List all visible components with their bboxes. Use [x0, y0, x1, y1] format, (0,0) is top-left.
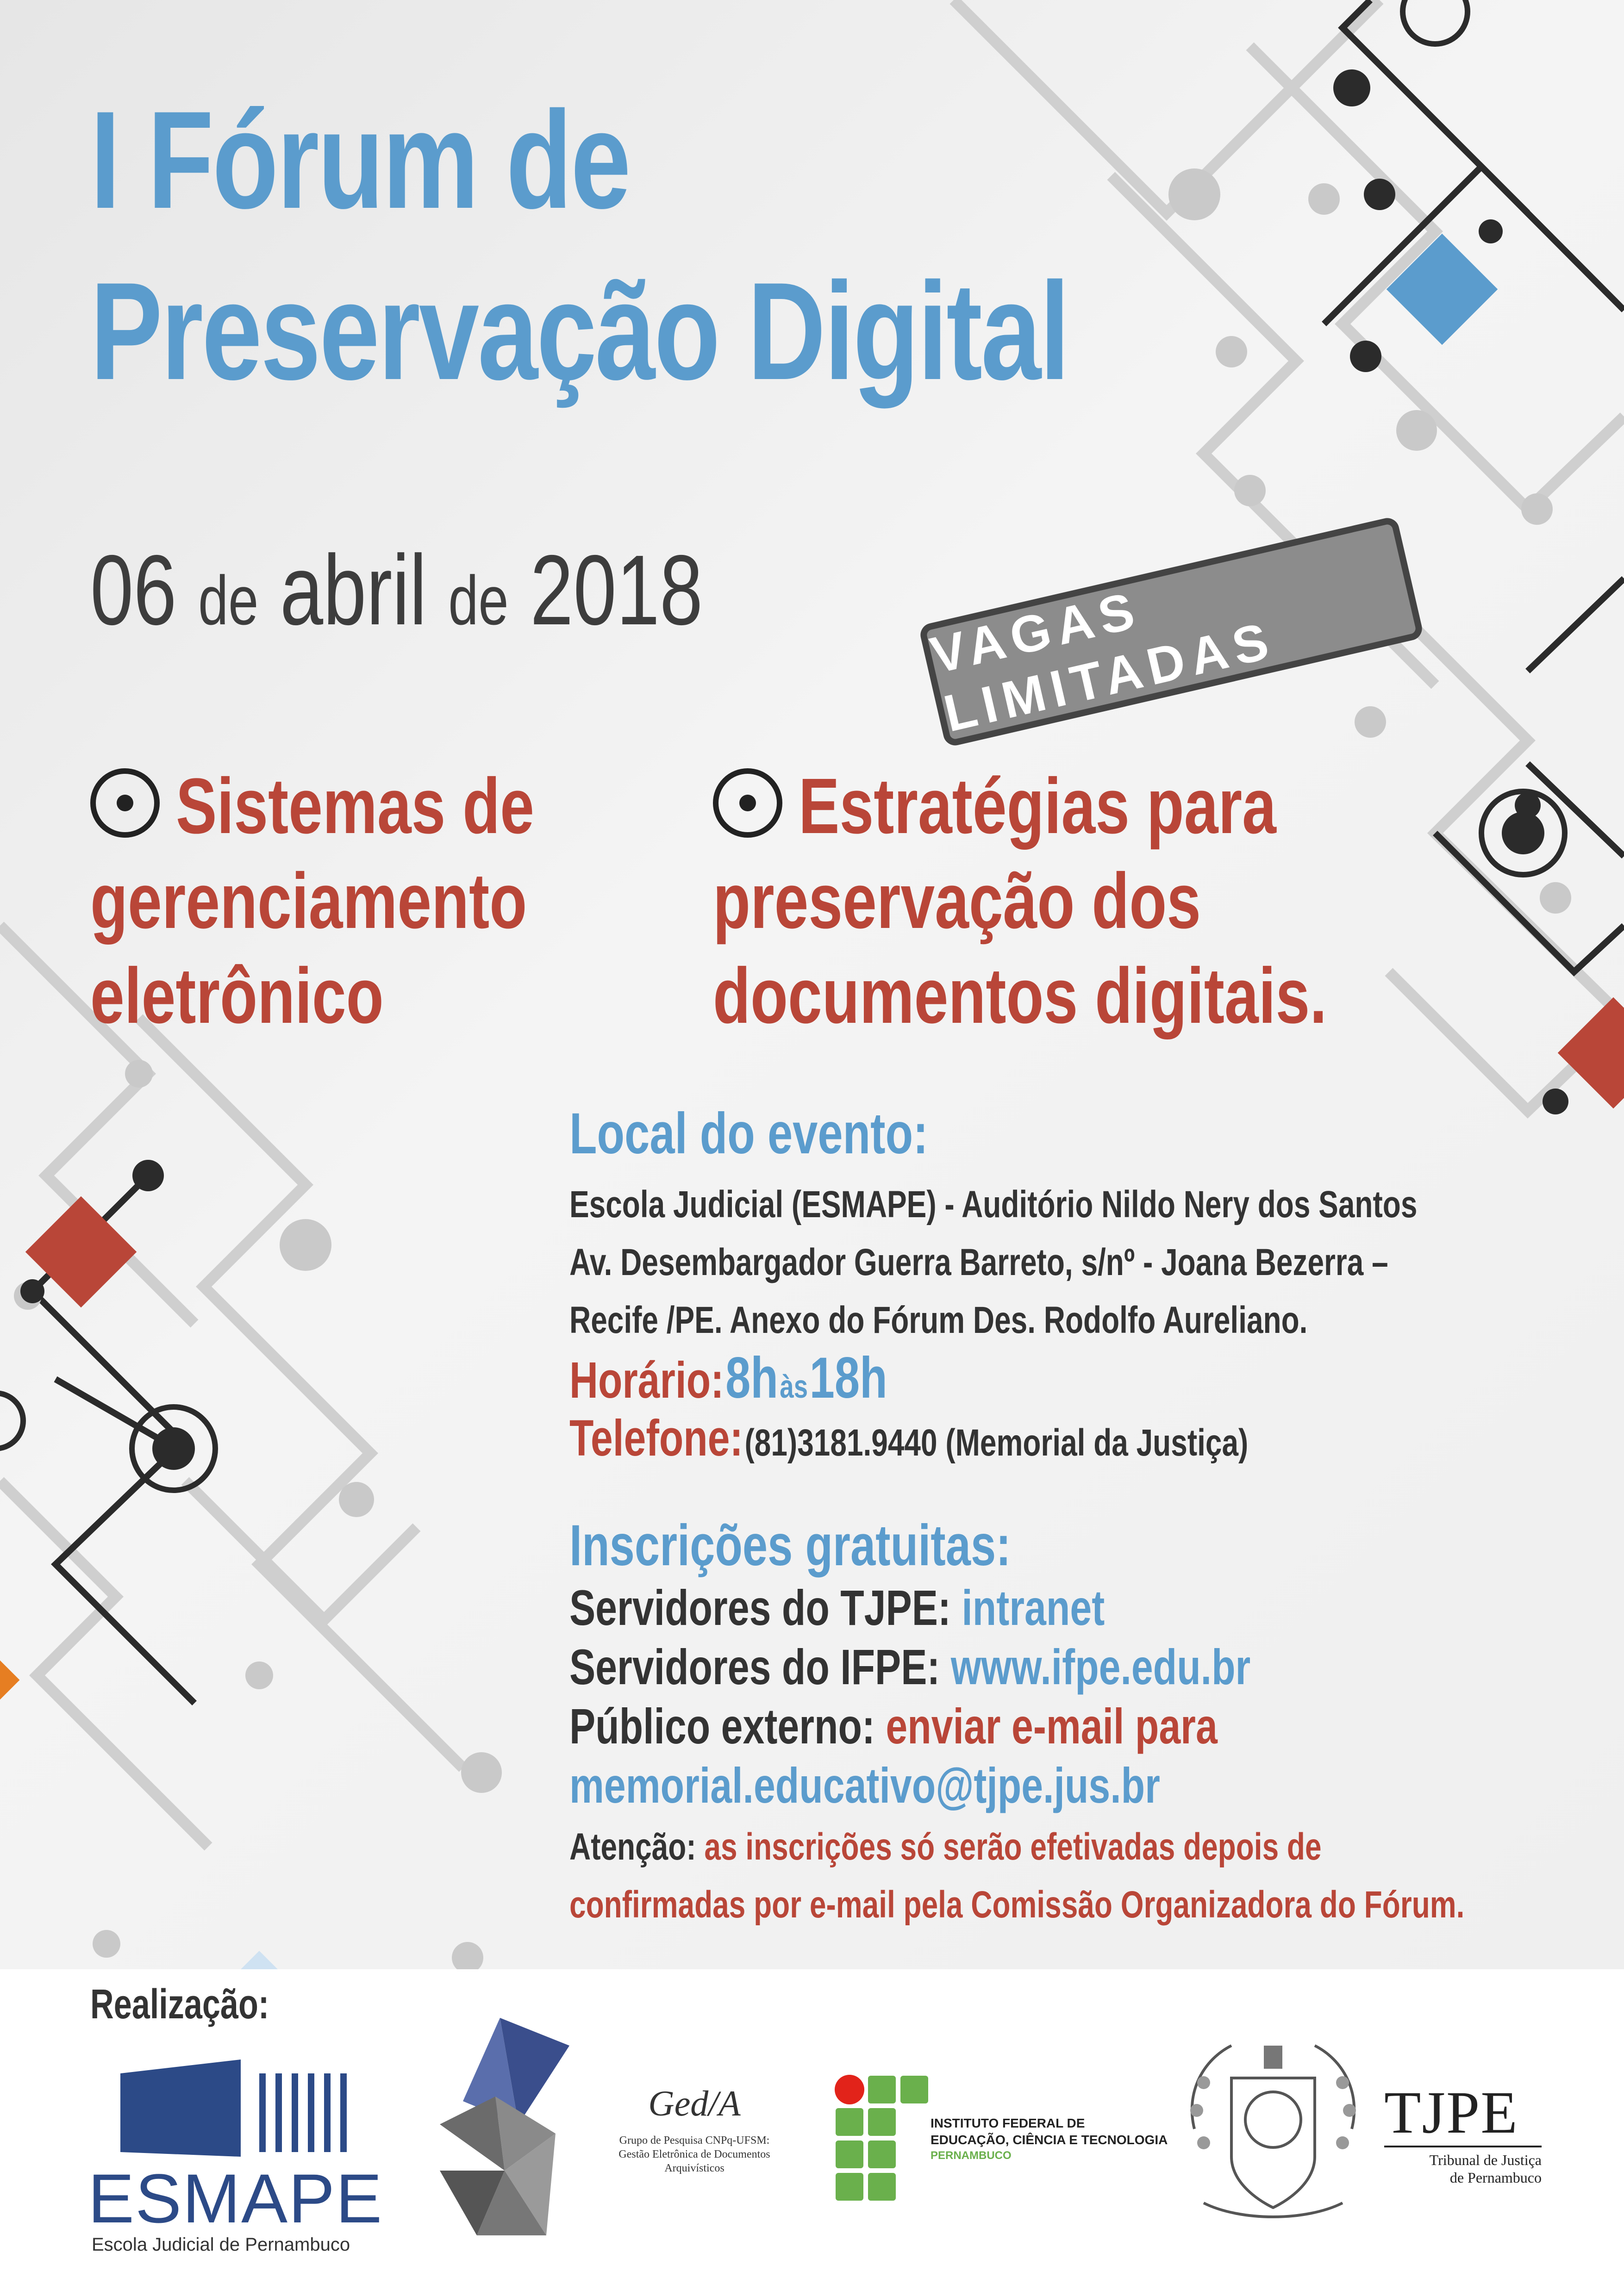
ifpe-line-2: EDUCAÇÃO, CIÊNCIA E TECNOLOGIA	[931, 2133, 1168, 2147]
badge-label: VAGAS LIMITADAS	[925, 580, 1280, 743]
esmape-name: ESMAPE	[88, 2159, 383, 2237]
date-year: 2018	[530, 534, 703, 646]
geda-logo	[593, 2083, 796, 2175]
topic-2-cont	[713, 854, 1327, 1044]
topic-2-line-3: documentos digitais.	[713, 952, 1327, 1040]
esmape-emblem-icon	[88, 2050, 384, 2166]
date-month: abril	[280, 534, 427, 646]
esmape-subtitle: Escola Judicial de Pernambuco	[92, 2234, 350, 2255]
horario-end: 18h	[809, 1346, 887, 1410]
tjpe-label: Servidores do TJPE:	[569, 1580, 951, 1636]
topic-2-line-2: preservação dos	[713, 857, 1201, 945]
atencao-row	[569, 1818, 1464, 1876]
telefone-row	[569, 1409, 1417, 1472]
geda-line-3: Arquivísticos	[664, 2162, 725, 2174]
atencao-text-2: confirmadas por e-mail pela Comissão Organizadora do Fórum.	[569, 1884, 1465, 1926]
atencao-text-1: as inscrições só serão efetivadas depois de	[704, 1826, 1322, 1868]
radio-bullet-icon	[713, 768, 782, 838]
date-de-2: de	[448, 561, 509, 639]
telefone-value: (81)3181.9440 (Memorial da Justiça)	[744, 1422, 1249, 1464]
tjpe-logo	[1384, 2079, 1551, 2186]
local-line-2: Av. Desembargador Guerra Barreto, s/nº - Joana Bezerra –	[569, 1241, 1388, 1283]
topic-1-cont	[90, 854, 527, 1044]
inscricao-tjpe	[569, 1578, 1464, 1637]
local-heading: Local do evento:	[569, 1101, 928, 1166]
topic-2	[799, 759, 1276, 854]
geda-line-2: Gestão Eletrônica de Documentos	[618, 2148, 770, 2160]
horario-label: Horário:	[569, 1352, 724, 1409]
local-section	[569, 1101, 1417, 1472]
tjpe-link[interactable]: intranet	[962, 1580, 1105, 1636]
realizacao-label: Realização:	[90, 1981, 269, 2028]
local-line-1: Escola Judicial (ESMAPE) - Auditório Nildo Nery dos Santos	[569, 1183, 1418, 1226]
geda-line-1: Grupo de Pesquisa CNPq-UFSM:	[619, 2134, 770, 2147]
tjpe-name: TJPE	[1384, 2079, 1518, 2146]
radio-bullet-icon	[90, 768, 160, 838]
inscricao-ifpe	[569, 1637, 1464, 1697]
topic-1-line-2: gerenciamento	[90, 857, 527, 945]
topic-1-line-1: Sistemas de	[176, 762, 534, 850]
event-title	[90, 74, 1068, 417]
horario-sep: às	[780, 1369, 808, 1405]
atencao-label: Atenção:	[569, 1826, 696, 1868]
topic-2-line-1: Estratégias para	[799, 762, 1276, 850]
ifpe-line-1: INSTITUTO FEDERAL DE	[931, 2116, 1085, 2130]
date-de-1: de	[198, 561, 259, 639]
date-day: 06	[90, 534, 177, 646]
inscricoes-heading: Inscrições gratuitas:	[569, 1513, 1011, 1578]
ifpe-logo	[931, 2115, 1168, 2163]
ifpe-emblem-icon	[833, 2073, 931, 2212]
title-line-1: I Fórum de	[90, 82, 630, 237]
externo-value: enviar e-mail para	[886, 1698, 1218, 1754]
tjpe-coat-of-arms-icon	[1176, 2036, 1370, 2235]
horario-row	[569, 1346, 1417, 1410]
inscricoes-section	[569, 1513, 1464, 1934]
email-link[interactable]: memorial.educativo@tjpe.jus.br	[569, 1757, 1160, 1813]
telefone-label: Telefone:	[569, 1410, 743, 1467]
title-line-2: Preservação Digital	[90, 253, 1068, 409]
esmape-logo	[88, 2050, 384, 2255]
tjpe-line-1: Tribunal de Justiça	[1429, 2152, 1542, 2168]
event-date	[90, 532, 703, 658]
local-line-3: Recife /PE. Anexo do Fórum Des. Rodolfo Aureliano.	[569, 1299, 1308, 1341]
externo-label: Público externo:	[569, 1698, 875, 1754]
ifpe-label: Servidores do IFPE:	[569, 1639, 940, 1695]
topic-1-line-3: eletrônico	[90, 952, 384, 1040]
geda-emblem-icon	[435, 2018, 574, 2249]
topic-1	[176, 759, 534, 854]
tjpe-line-2: de Pernambuco	[1449, 2169, 1542, 2186]
inscricao-externo	[569, 1697, 1464, 1756]
ifpe-link[interactable]: www.ifpe.edu.br	[950, 1639, 1251, 1695]
horario-start: 8h	[725, 1346, 778, 1410]
geda-name: Ged/A	[648, 2083, 741, 2123]
ifpe-line-3: PERNAMBUCO	[931, 2149, 1012, 2162]
